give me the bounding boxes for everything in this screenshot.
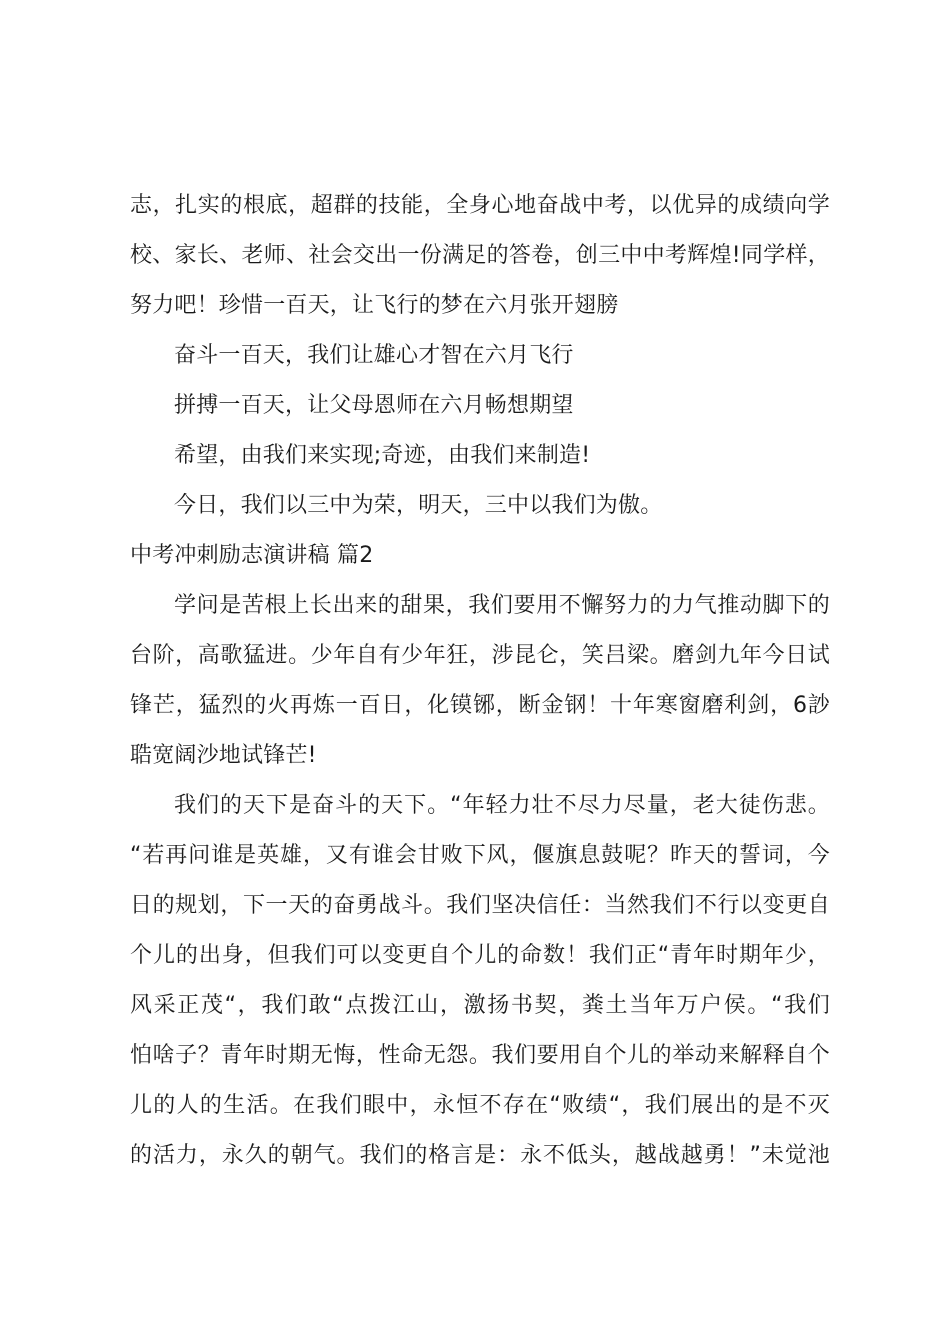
paragraph-line: 个儿的出身，但我们可以变更自个儿的命数！我们正“青年时期年少，	[130, 943, 830, 968]
paragraph-line: 台阶，高歌猛进。少年自有少年狂，涉昆仑，笑吕梁。磨剑九年今日试	[130, 643, 830, 668]
paragraph-line: 奋斗一百天，我们让雄心才智在六月飞行	[174, 343, 574, 368]
paragraph-line: 锋芒，猛烈的火再炼一百日，化镆铘，断金钢！十年寒窗磨利剑，6訬	[130, 693, 830, 718]
paragraph-line: 今日，我们以三中为荣，明天，三中以我们为傲。	[174, 493, 663, 518]
paragraph-line: 风采正茂“，我们敢“点拨江山，激扬书契，粪土当年万户侯。“我们	[130, 993, 830, 1018]
paragraph-line: 怕啥子？青年时期无悔，性命无怨。我们要用自个儿的举动来解释自个	[130, 1043, 830, 1068]
paragraph-line: 日的规划，下一天的奋勇战斗。我们坚决信任：当然我们不行以变更自	[130, 893, 830, 918]
paragraph-line: 儿的人的生活。在我们眼中，永恒不存在“败绩“，我们展出的是不灭	[130, 1093, 830, 1118]
paragraph-line: “若再问谁是英雄，又有谁会甘败下风，偃旗息鼓呢？昨天的誓词，今	[130, 843, 830, 868]
paragraph-line: 希望，由我们来实现;奇迹，由我们来制造!	[174, 443, 591, 468]
paragraph-line: 我们的天下是奋斗的天下。“年轻力壮不尽力尽量，老大徒伤悲。	[174, 793, 830, 818]
paragraph-line: 努力吧！珍惜一百天，让飞行的梦在六月张开翅膀	[130, 293, 619, 318]
paragraph-line: 聕宽阔沙地试锋芒!	[130, 743, 317, 768]
paragraph-line: 校、家长、老师、社会交出一份满足的答卷，创三中中考辉煌!同学样，	[130, 243, 830, 268]
paragraph-line: 志，扎实的根底，超群的技能，全身心地奋战中考，以优异的成绩向学	[130, 193, 830, 218]
section-heading: 中考冲刺励志演讲稿 篇2	[130, 543, 374, 568]
paragraph-line: 拼搏一百天，让父母恩师在六月畅想期望	[174, 393, 574, 418]
paragraph-line: 学问是苦根上长出来的甜果，我们要用不懈努力的力气推动脚下的	[174, 593, 830, 618]
paragraph-line: 的活力，永久的朝气。我们的格言是：永不低头，越战越勇！”未觉池	[130, 1143, 830, 1168]
